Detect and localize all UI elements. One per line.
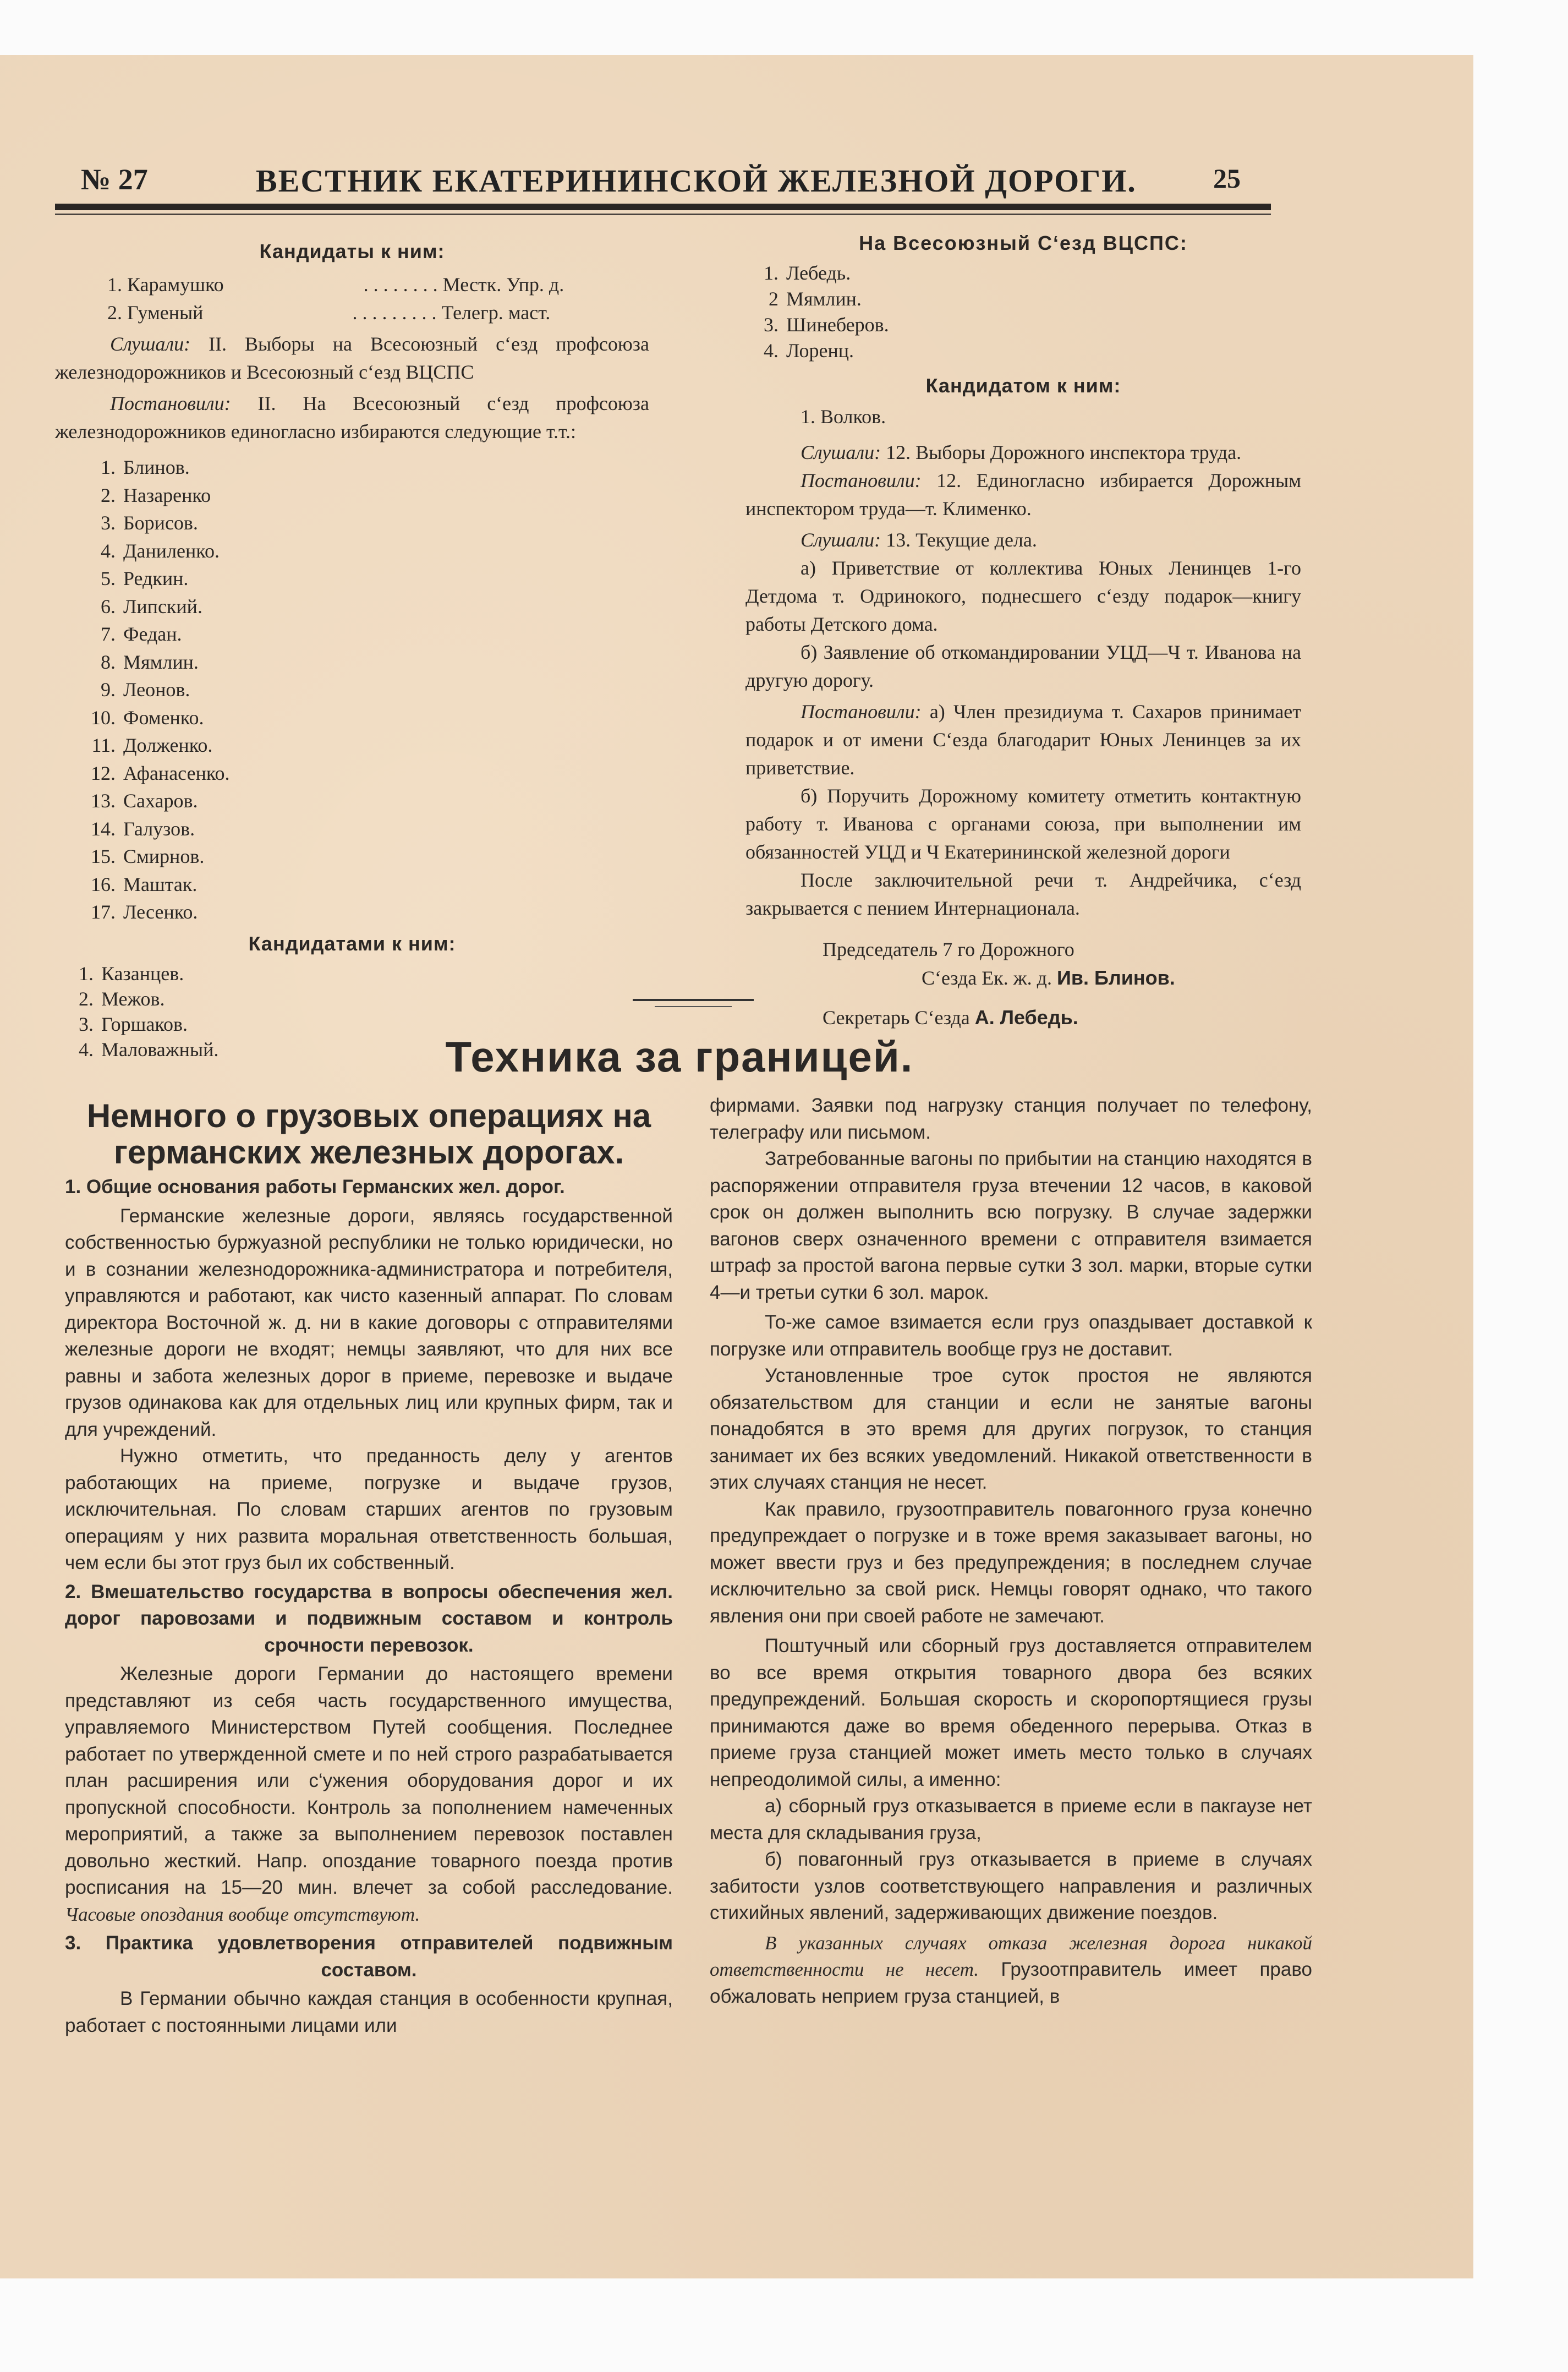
- italic-note: Часовые опоздания вообще отсутствуют.: [65, 1903, 420, 1925]
- closing-note: После заключительной речи т. Андрейчика, с‘езд закрывается с пением Интернационала.: [745, 869, 1301, 919]
- heard-item-2: [55, 330, 649, 386]
- article-paragraph: Затребованные вагоны по прибытии на станцию находятся в распоряжении отправителя груза втечении 12 часов, в каковой срок он должен выполнить всю погрузку. В случае задержки вагонов сверх означенного времени с отправителя взимается штраф за простой вагона первые сутки 3 зол. марки, вторые сутки 4—и третьи сутки 6 зол. марок.: [710, 1148, 1312, 1303]
- list-number: 12.: [91, 762, 116, 784]
- leader-dots: . . . . . . . . .: [352, 302, 437, 324]
- list-number: 1.: [101, 456, 116, 478]
- list-item: [77, 565, 649, 593]
- list-item: [77, 509, 649, 537]
- list-item: [77, 537, 649, 565]
- heard-label: Слушали:: [801, 441, 881, 463]
- secretary-line: [745, 1003, 1301, 1032]
- list-number: 3.: [79, 1013, 94, 1035]
- list-number: 10.: [91, 706, 116, 729]
- list-name: Сахаров.: [123, 790, 198, 812]
- paragraph-text: Железные дороги Германии до настоящего времени представляют из себя часть государственного имущества, управляемого Министерством Путей сообщения. Последнее работает по утвержденной смете и по ней строго разрабатывается план расширения или с‘ужения оборудования дорог и их пропускной способности. Контроль за пополнением намеченных мероприятий, а также за выполнением перевозок поставлен довольно жесткий. Напр. опоздание товарного поезда против росписания на 15—20 мин. влечет за собой расследование.: [65, 1663, 673, 1898]
- article-subheading-3: 3. Практика удовлетворения отправителей подвижным составом.: [65, 1932, 673, 1981]
- resolved-b: б) Поручить Дорожному комитету отметить контактную работу т. Иванова с органами союза, при выполнении им обязанностей УЦД и Ч Екатерининской железной дороги: [745, 785, 1301, 863]
- list-name: Липский.: [123, 595, 202, 617]
- list-item: [77, 704, 649, 732]
- list-number: 15.: [91, 845, 116, 867]
- section-divider: [633, 999, 754, 1001]
- resolved-text: 12. Единогласно избирается Дорожным инспектором труда—т. Клименко.: [745, 469, 1301, 520]
- article-paragraph: Поштучный или сборный груз доставляется отправителем во все время открытия товарного двора без всяких предупреждений. Большая скорость и скоропортящиеся грузы принимаются даже во время обеденного перерыва. Отказ в приеме груза станцией может иметь место только в случаях непреодолимой силы, а именно:: [710, 1635, 1312, 1790]
- newspaper-title: ВЕСТНИК ЕКАТЕРИНИНСКОЙ ЖЕЛЕЗНОЙ ДОРОГИ.: [256, 163, 1137, 199]
- article-left-column: [65, 1098, 673, 2039]
- list-name: Смирнов.: [123, 845, 205, 867]
- list-name: Даниленко.: [123, 539, 220, 562]
- heard-item-13: [745, 526, 1301, 554]
- list-name: Маловажный.: [101, 1038, 219, 1061]
- list-item: [77, 787, 649, 815]
- list-number: 2.: [101, 484, 116, 506]
- list-item: [77, 843, 649, 871]
- list-number: 16.: [91, 873, 116, 895]
- list-name: Мямлин.: [786, 288, 862, 310]
- elected-list: [77, 453, 649, 926]
- resolved-label: Постановили:: [801, 469, 922, 491]
- resolved-item-13: [745, 698, 1301, 782]
- list-name: Долженко.: [123, 734, 213, 756]
- italic-note: В указанных случаях отказа железная дорога никакой ответственности не несет.: [710, 1932, 1312, 1980]
- heard-text: 13. Текущие дела.: [886, 529, 1037, 551]
- article-paragraph: То-же самое взимается если груз опаздывает доставкой к погрузке или отправитель вообще груз не доставит.: [710, 1311, 1312, 1360]
- minutes-right-column: [745, 226, 1301, 1032]
- article-paragraph: а) сборный груз отказывается в приеме если в пакгаузе нет места для складывания груза,: [710, 1795, 1312, 1844]
- list-item: [740, 312, 1301, 338]
- secretary-title: Секретарь С‘езда: [823, 1007, 970, 1029]
- paragraph-text: Грузоотправитель имеет право обжаловать неприем груза станцией, в: [710, 1959, 1312, 2007]
- resolved-label: Постановили:: [110, 392, 231, 414]
- list-number: 13.: [91, 790, 116, 812]
- list-item: [77, 453, 649, 482]
- article-paragraph: Германские железные дороги, являясь государственной собственностью буржуазной республики не только юридически, но и в сознании железнодорожника-администратора и потребителя, управляются и работают, как чисто казенный аппарат. По словам директора Восточной ж. д. ни в какие договоры с отправителями железные дороги не входят; немцы заявляют, что для них все равны и забота железных дорог в приеме, перевозке и выдаче грузов одинакова как для отдельных лиц или крупных фирм, так и для учреждений.: [65, 1205, 673, 1440]
- chair-line-1: Председатель 7 го Дорожного: [823, 938, 1074, 960]
- list-number: 1.: [764, 262, 778, 284]
- list-name: Леонов.: [123, 679, 190, 701]
- list-name: Шинеберов.: [786, 314, 889, 336]
- article-paragraph: Как правило, грузоотправитель повагонного груза конечно предупреждает о погрузке и в тоже время заказывает вагоны, но может ввести груз и без предупреждения; в последнем случае исключительно за свой риск. Немцы говорят однако, что такого явления они при своей работе не замечают.: [710, 1498, 1312, 1627]
- page-number: 25: [1213, 163, 1241, 194]
- article-paragraph: [710, 1930, 1312, 2010]
- list-name: Горшаков.: [101, 1013, 188, 1035]
- heard-text: 12. Выборы Дорожного инспектора труда.: [886, 441, 1242, 463]
- candidate-volkov: 1. Волков.: [801, 406, 886, 428]
- article-subheading-1: 1. Общие основания работы Германских жел. дорог.: [65, 1176, 565, 1198]
- header-rule-thin: [55, 214, 1271, 215]
- candidate-place: Телегр. маст.: [441, 302, 551, 324]
- list-item: [77, 482, 649, 510]
- heard-text: II. Выборы на Всесоюзный с‘езд профсоюза железнодорожников и Всесоюзный с‘езд ВЦСПС: [55, 333, 650, 383]
- list-item: [55, 961, 649, 986]
- list-number: 4.: [79, 1038, 94, 1061]
- article-paragraph: В Германии обычно каждая станция в особенности крупная, работает с постоянными лицами или: [65, 1988, 673, 2036]
- list-number: 5.: [101, 567, 116, 589]
- candidate-heading: Кандидатом к ним:: [925, 374, 1121, 397]
- candidates-list: [107, 271, 649, 327]
- list-item: [77, 593, 649, 621]
- list-name: Борисов.: [123, 512, 198, 534]
- candidate-name: Карамушко: [127, 274, 224, 296]
- list-item: [77, 620, 649, 648]
- item-b: б) Заявление об откомандировании УЦД—Ч т. Иванова на другую дорогу.: [745, 641, 1301, 691]
- list-number: 17.: [91, 901, 116, 923]
- list-number: 11.: [91, 734, 116, 756]
- list-name: Фоменко.: [123, 706, 204, 729]
- article-paragraph: Установленные трое суток простоя не являются обязательством для станции и если не занятые вагоны понадобятся в это время для других погрузок, то станция занимает их без всяких уведомлений. Никакой ответственности в этих случаях станция не несет.: [710, 1365, 1312, 1493]
- section-divider-thin: [655, 1006, 732, 1007]
- list-name: Лебедь.: [786, 262, 851, 284]
- article-subheading-2: 2. Вмешательство государства в вопросы обеспечения жел. дорог паровозами и подвижным составом и контроль срочности перевозок.: [65, 1581, 673, 1656]
- list-number: 9.: [101, 679, 116, 701]
- article-paragraph: Нужно отметить, что преданность делу у агентов работающих на приеме, погрузке и выдаче грузов, исключительная. По словам старших агентов по грузовым операциям у них развита моральная ответственность большая, чем если бы этот груз был их собственный.: [65, 1445, 673, 1573]
- heard-item-12: [745, 439, 1301, 467]
- list-name: Казанцев.: [101, 962, 184, 985]
- list-name: Маштак.: [123, 873, 198, 895]
- list-number: 4.: [101, 539, 116, 562]
- article-paragraph: [65, 1661, 673, 1928]
- list-name: Редкин.: [123, 567, 189, 589]
- heard-label: Слушали:: [801, 529, 881, 551]
- issue-number: № 27: [81, 163, 148, 196]
- list-item: [77, 898, 649, 926]
- list-item: [55, 986, 649, 1012]
- candidate-row: 1. Карамушко . . . . . . . . Местк. Упр. д.: [107, 271, 649, 299]
- resolved-text: а) Член президиума т. Сахаров принимает подарок и от имени С‘езда благодарит Юных Ленинцев за их приветствие.: [745, 701, 1302, 779]
- list-item: [77, 676, 649, 704]
- list-number: 14.: [91, 817, 116, 840]
- list-number: 4.: [764, 340, 778, 362]
- chair-name: Ив. Блинов.: [1056, 966, 1175, 989]
- candidate-place: Местк. Упр. д.: [442, 274, 564, 296]
- candidate-name: Гуменый: [127, 302, 204, 324]
- article-paragraph: б) повагонный груз отказывается в приеме в случаях забитости узлов соответствующего направления и различных стихийных явлений, задерживающих движение поездов.: [710, 1849, 1312, 1923]
- list-item: [740, 338, 1301, 364]
- list-number: 2.: [79, 987, 94, 1010]
- leader-dots: . . . . . . . .: [363, 274, 438, 296]
- list-number: 3.: [764, 314, 778, 336]
- candidates2-heading: Кандидатами к ним:: [248, 932, 456, 955]
- candidate-row: 2. Гуменый . . . . . . . . . Телегр. маст.: [107, 299, 649, 327]
- article-title: Немного о грузовых операциях на германских железных дорогах.: [86, 1097, 651, 1171]
- list-item: [77, 759, 649, 788]
- list-name: Мямлин.: [123, 651, 199, 673]
- list-item: [77, 871, 649, 899]
- resolved-label: Постановили:: [801, 701, 922, 723]
- resolved-item-2: [55, 390, 649, 446]
- heard-label: Слушали:: [110, 333, 191, 355]
- candidates-heading: Кандидаты к ним:: [259, 240, 445, 263]
- list-number: 7.: [101, 623, 116, 645]
- list-name: Лоренц.: [786, 340, 854, 362]
- article-right-column: [710, 1092, 1312, 2010]
- vcsps-list: [740, 260, 1301, 364]
- list-item: [77, 731, 649, 759]
- list-number: 8.: [101, 651, 116, 673]
- list-name: Лесенко.: [123, 901, 198, 923]
- article-paragraph: фирмами. Заявки под нагрузку станция получает по телефону, телеграфу или письмом.: [710, 1095, 1312, 1143]
- list-number: 6.: [101, 595, 116, 617]
- resolved-item-12: [745, 467, 1301, 523]
- list-item: [740, 260, 1301, 286]
- chair-line-2: [745, 964, 1301, 992]
- list-item: [77, 815, 649, 843]
- list-item: [740, 286, 1301, 312]
- list-number: 3.: [101, 512, 116, 534]
- header-rule: [55, 204, 1271, 210]
- list-item: [77, 648, 649, 676]
- minutes-left-column: [55, 234, 649, 1062]
- section-title: Техника за границей.: [445, 1032, 914, 1081]
- secretary-name: А. Лебедь.: [974, 1006, 1078, 1029]
- vcsps-heading: На Всесоюзный С‘езд ВЦСПС:: [859, 232, 1188, 254]
- list-number: 2: [769, 288, 778, 310]
- list-number: 1.: [79, 962, 94, 985]
- list-name: Межов.: [101, 987, 165, 1010]
- list-name: Федан.: [123, 623, 182, 645]
- item-a: а) Приветствие от коллектива Юных Ленинцев 1-го Детдома т. Одринокого, поднесшего с‘езду подарок—книгу работы Детского дома.: [745, 557, 1301, 635]
- list-name: Афанасенко.: [123, 762, 230, 784]
- list-name: Галузов.: [123, 817, 195, 840]
- chair-title: С‘езда Ек. ж. д.: [922, 967, 1052, 989]
- list-name: Назаренко: [123, 484, 211, 506]
- resolved-text: II. На Всесоюзный с‘езд профсоюза железнодорожников единогласно избираются следующие т.т.:: [55, 392, 650, 442]
- list-name: Блинов.: [123, 456, 190, 478]
